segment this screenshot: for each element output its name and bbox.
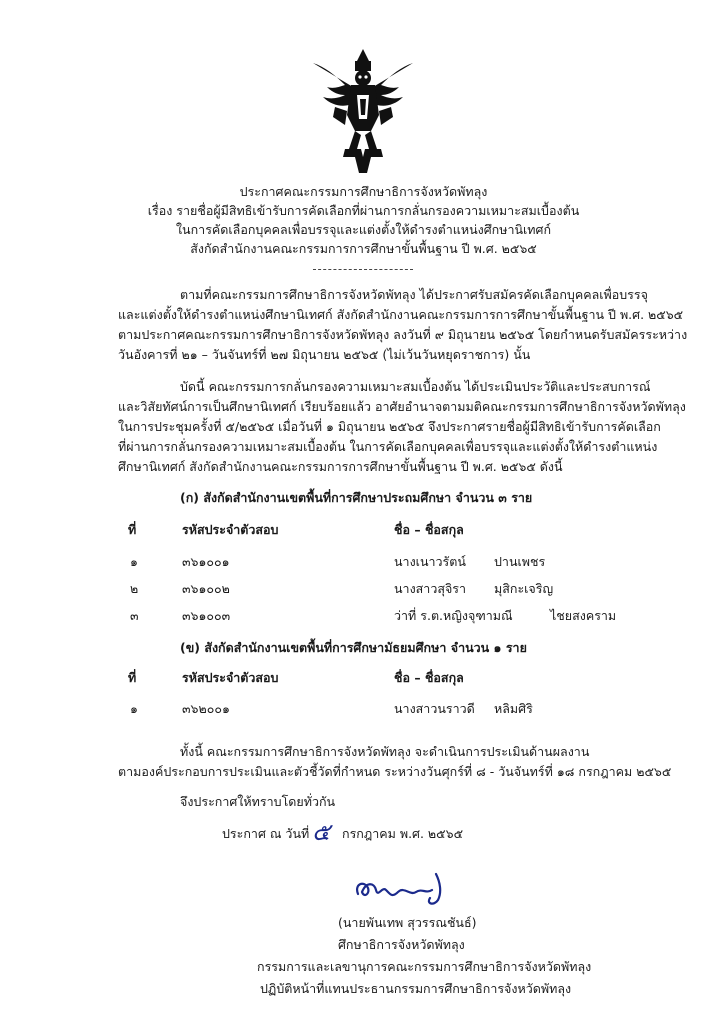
subject-line: เรื่อง รายชื่อผู้มีสิทธิเข้ารับการคัดเลือกที่ผ่านการกลั่นกรองความเหมาะสมเบื้องต้น	[147, 203, 580, 218]
section-a-row3-first: ว่าที่ ร.ต.หญิงจุฑามณี	[394, 608, 513, 623]
section-b-row1-last: หลิมศิริ	[494, 701, 533, 716]
section-b-row1-first: นางสาวนราวดี	[394, 701, 475, 716]
para1-line1: ตามที่คณะกรรมการศึกษาธิการจังหวัดพัทลุง ได้ประกาศรับสมัครคัดเลือกบุคคลเพื่อบรรจุ	[180, 287, 648, 302]
subject-line-3: สังกัดสำนักงานคณะกรรมการการศึกษาขั้นพื้นฐาน ปี พ.ศ. ๒๕๖๕	[190, 241, 537, 256]
signatory-name: (นายพันเทพ สุวรรณชันธ์)	[338, 915, 477, 930]
para2-line5: ศึกษานิเทศก์ สังกัดสำนักงานคณะกรรมการการศึกษาขั้นพื้นฐาน ปี พ.ศ. ๒๕๖๕ ดังนี้	[118, 459, 563, 474]
section-a-col-name: ชื่อ – ชื่อสกุล	[394, 522, 464, 537]
date-day-handwritten: ๕	[312, 818, 331, 846]
section-b-row1-id: ๓๖๒๐๐๑	[182, 701, 230, 716]
section-a-col-id: รหัสประจำตัวสอบ	[182, 522, 279, 537]
section-a-row1-last: ปานเพชร	[494, 554, 546, 569]
para1-line3: ตามประกาศคณะกรรมการศึกษาธิการจังหวัดพัทลุง ลงวันที่ ๙ มิถุนายน ๒๕๖๕ โดยกำหนดรับสมัครระหว่าง	[118, 327, 688, 342]
date-prefix: ประกาศ ณ วันที่	[222, 826, 310, 841]
section-a-heading: (ก) สังกัดสำนักงานเขตพื้นที่การศึกษาประถมศึกษา จำนวน ๓ ราย	[180, 490, 533, 505]
signatory-position2: กรรมการและเลขานุการคณะกรรมการศึกษาธิการจังหวัดพัทลุง	[257, 959, 592, 974]
section-a-row1-first: นางเนาวรัตน์	[394, 554, 466, 569]
section-a-row3-last: ไชยสงคราม	[550, 608, 617, 623]
para3-line1: ทั้งนี้ คณะกรรมการศึกษาธิการจังหวัดพัทลุง จะดำเนินการประเมินด้านผลงาน	[180, 744, 590, 759]
section-a-row2-first: นางสาวสุจิรา	[394, 581, 467, 596]
subject-line-2: ในการคัดเลือกบุคคลเพื่อบรรจุและแต่งตั้งให้ดำรงตำแหน่งศึกษานิเทศก์	[175, 222, 552, 237]
signatory-position3: ปฏิบัติหน้าที่แทนประธานกรรมการศึกษาธิการจังหวัดพัทลุง	[260, 981, 572, 996]
para1-line4: วันอังคารที่ ๒๑ – วันจันทร์ที่ ๒๗ มิถุนายน ๒๕๖๕ (ไม่เว้นวันหยุดราชการ) นั้น	[118, 347, 531, 362]
document-title: ประกาศคณะกรรมการศึกษาธิการจังหวัดพัทลุง	[239, 184, 488, 199]
section-a-row1-no: ๑	[130, 554, 138, 569]
section-b-col-id: รหัสประจำตัวสอบ	[182, 670, 279, 685]
section-a-row2-id: ๓๖๑๐๐๒	[182, 581, 230, 596]
section-b-heading: (ข) สังกัดสำนักงานเขตพื้นที่การศึกษามัธยมศึกษา จำนวน ๑ ราย	[180, 640, 527, 655]
section-a-row3-id: ๓๖๑๐๐๓	[182, 608, 231, 623]
para1-line2: และแต่งตั้งให้ดำรงตำแหน่งศึกษานิเทศก์ สังกัดสำนักงานคณะกรรมการการศึกษาขั้นพื้นฐาน ปี พ.ศ. ๒๕๖๕	[118, 307, 684, 322]
para2-line2: และวิสัยทัศน์การเป็นศึกษานิเทศก์ เรียบร้อยแล้ว อาศัยอำนาจตามมติคณะกรรมการศึกษาธิการจังหวัดพัทลุง	[118, 399, 686, 414]
section-b-col-no: ที่	[128, 670, 137, 685]
announce-line: จึงประกาศให้ทราบโดยทั่วกัน	[180, 794, 336, 809]
section-a-row3-no: ๓	[130, 608, 139, 623]
garuda-emblem-icon	[305, 45, 421, 175]
section-b-row1-no: ๑	[130, 701, 138, 716]
date-suffix: กรกฎาคม พ.ศ. ๒๕๖๕	[342, 826, 464, 841]
section-a-row2-last: มุสิกะเจริญ	[494, 581, 554, 596]
para3-line2: ตามองค์ประกอบการประเมินและตัวชี้วัดที่กำหนด ระหว่างวันศุกร์ที่ ๘ - วันจันทร์ที่ ๑๘ กรกฎาคม ๒๕๖๕	[118, 764, 672, 779]
para2-line1: บัดนี้ คณะกรรมการกลั่นกรองความเหมาะสมเบื้องต้น ได้ประเมินประวัติและประสบการณ์	[180, 379, 651, 394]
section-a-col-no: ที่	[128, 522, 137, 537]
section-a-row1-id: ๓๖๑๐๐๑	[182, 554, 230, 569]
section-b-col-name: ชื่อ – ชื่อสกุล	[394, 670, 464, 685]
title-separator	[313, 269, 413, 270]
section-a-row2-no: ๒	[130, 581, 139, 596]
para2-line3: ในการประชุมครั้งที่ ๕/๒๕๖๕ เมื่อวันที่ ๑ มิถุนายน ๒๕๖๕ จึงประกาศรายชื่อผู้มีสิทธิเข้ารับการคัดเลือก	[118, 419, 661, 434]
para2-line4: ที่ผ่านการกลั่นกรองความเหมาะสมเบื้องต้น ในการคัดเลือกบุคคลเพื่อบรรจุและแต่งตั้งให้ดำรงตำแหน่ง	[118, 439, 658, 454]
signatory-position1: ศึกษาธิการจังหวัดพัทลุง	[338, 937, 465, 952]
handwritten-signature	[350, 868, 460, 910]
